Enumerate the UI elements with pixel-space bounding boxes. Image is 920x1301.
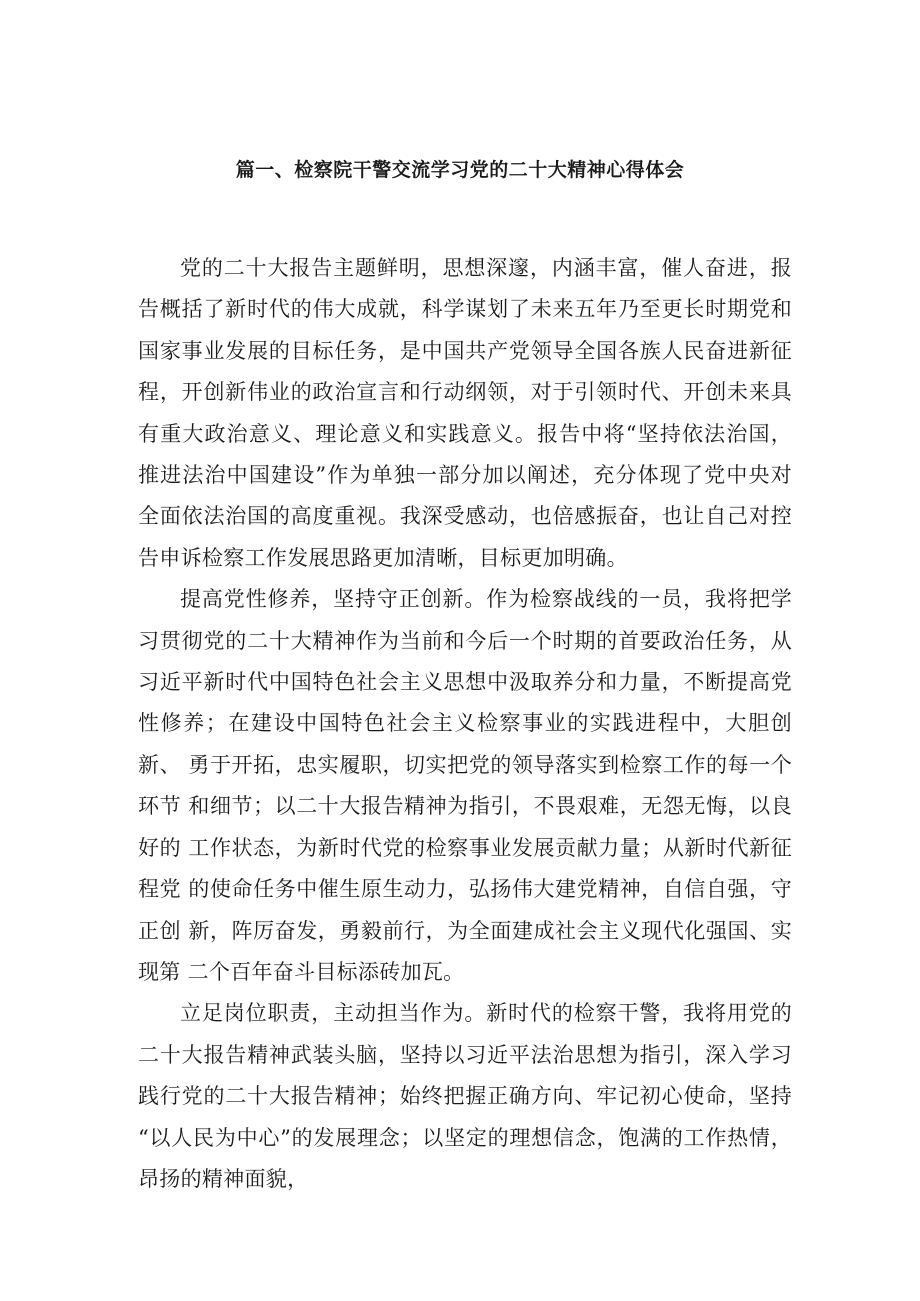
- document-title: 篇一、检察院干警交流学习党的二十大精神心得体会: [235, 159, 685, 181]
- document-body: [138, 248, 792, 1200]
- paragraph-1: 党的二十大报告主题鲜明，思想深邃，内涵丰富，催人奋进，报 告概括了新时代的伟大成就，科学谋划了未来五年乃至更长时期党和 国家事业发展的目标任务，是中国共产党领导全国各族人民奋进新征 程，开创新伟业的政治宣言和行动纲领，对于引领时代、开创未来具 有重大政治意义、理论意义和实践意义。报告中将“坚持依法治国， 推进法治中国建设”作为单独一部分加以阐述，充分体现了党中央对 全面依法治国的高度重视。我深受感动，也倍感振奋，也让自己对控 告申诉检察工作发展思路更加清晰，目标更加明确。: [138, 256, 792, 570]
- paragraph-3: 立足岗位职责，主动担当作为。新时代的检察干警，我将用党的 二十大报告精神武装头脑，坚持以习近平法治思想为指引，深入学习 践行党的二十大报告精神；始终把握正确方向、牢记初心使命，坚持 “以人民为中心”的发展理念；以坚定的理想信念，饱满的工作热情， 昂扬的精神面貌，: [138, 1001, 792, 1191]
- paragraph-2: 提高党性修养，坚持守正创新。作为检察战线的一员，我将把学 习贯彻党的二十大精神作为当前和今后一个时期的首要政治任务，从 习近平新时代中国特色社会主义思想中汲取养分和力量，不断提高党 性修养；在建设中国特色社会主义检察事业的实践进程中，大胆创新、 勇于开拓，忠实履职，切实把党的领导落实到检察工作的每一个环节 和细节；以二十大报告精神为指引，不畏艰难，无怨无悔，以良好的 工作状态，为新时代党的检察事业发展贡献力量；从新时代新征程党 的使命任务中催生原生动力，弘扬伟大建党精神，自信自强，守正创 新，阵厉奋发，勇毅前行，为全面建成社会主义现代化强国、实现第 二个百年奋斗目标添砖加瓦。: [138, 587, 792, 984]
